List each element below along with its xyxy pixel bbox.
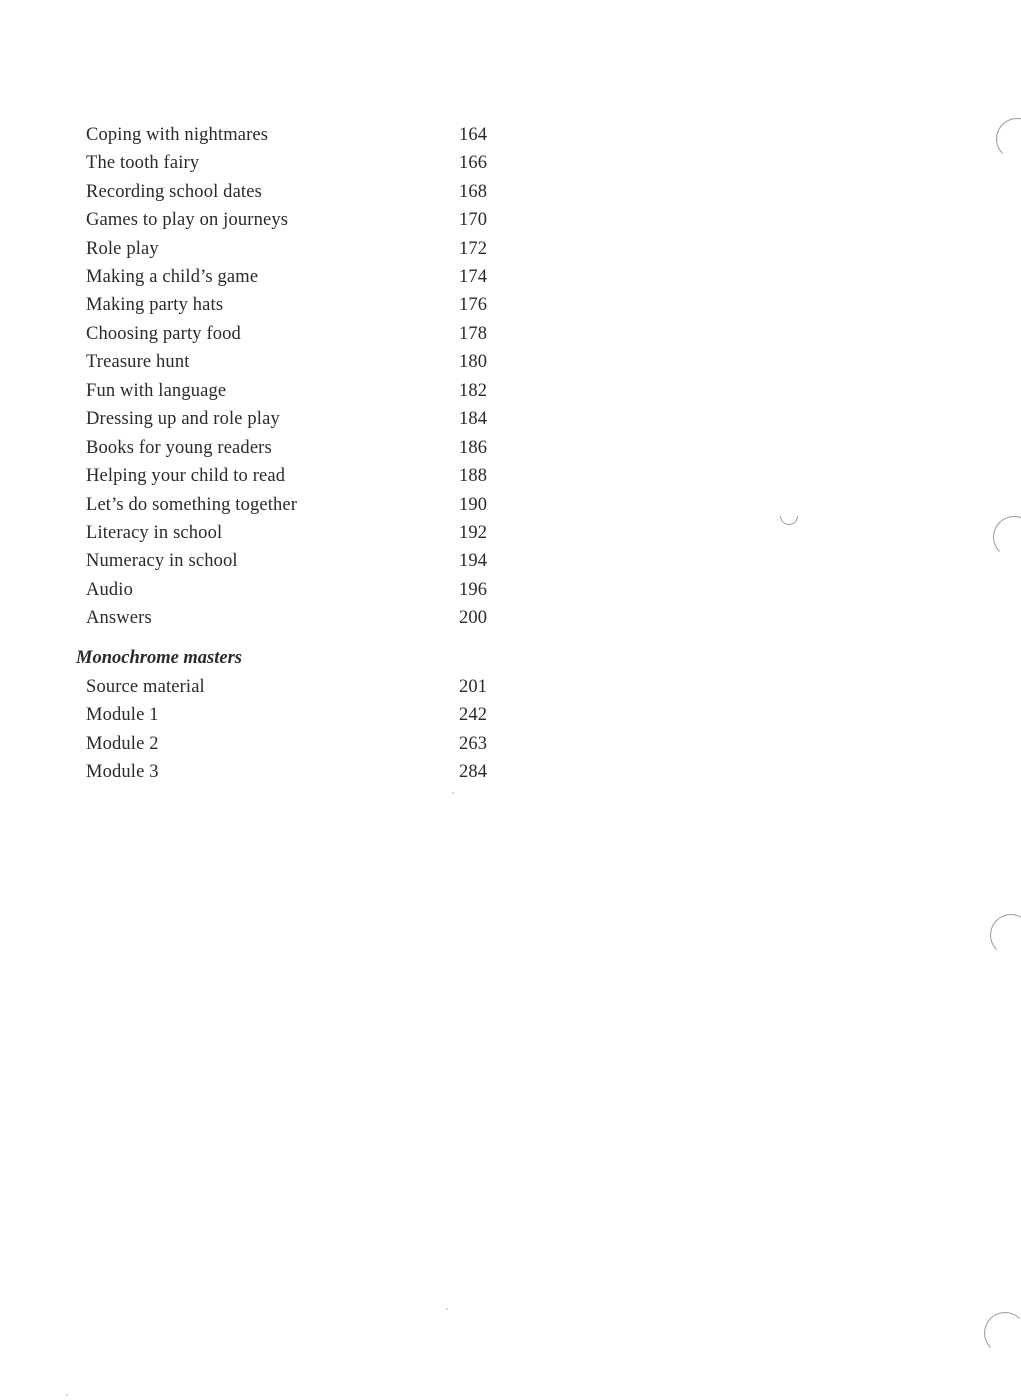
toc-entry-title: Making party hats: [86, 295, 224, 315]
binder-hole-mark: [993, 516, 1021, 558]
scan-artifact-mark: [776, 503, 801, 528]
toc-entry-page: 180: [459, 352, 488, 372]
section-heading: Monochrome masters: [76, 648, 243, 668]
toc-entry-page: 186: [459, 438, 488, 458]
toc-entry: [86, 377, 506, 405]
toc-entry: [86, 604, 506, 632]
toc-entry: [86, 291, 506, 319]
toc-entry-title: Audio: [86, 580, 133, 600]
toc-entry-page: 201: [459, 677, 488, 697]
toc-entry: [86, 519, 506, 547]
toc-entry: [86, 462, 506, 490]
toc-entry-title: Treasure hunt: [86, 352, 190, 372]
toc-entry-page: 166: [459, 153, 488, 173]
toc-entry-title: Choosing party food: [86, 324, 241, 344]
toc-entry-page: 200: [459, 608, 488, 628]
toc-entry-title: Source material: [86, 677, 205, 697]
toc-entry-title: Role play: [86, 239, 159, 259]
toc-entry-page: 178: [459, 324, 488, 344]
toc-entry-title: Let’s do something together: [86, 495, 298, 515]
toc-entry: [86, 576, 506, 604]
toc-entry-page: 170: [459, 210, 488, 230]
toc-entry-page: 168: [459, 182, 488, 202]
toc-entry-title: Making a child’s game: [86, 267, 259, 287]
toc-entry-title: The tooth fairy: [86, 153, 200, 173]
toc-entry-page: 172: [459, 239, 488, 259]
toc-entry: [86, 235, 506, 263]
toc-entry-page: 176: [459, 295, 488, 315]
toc-entry-title: Games to play on journeys: [86, 210, 289, 230]
toc-entry-page: 164: [459, 125, 488, 145]
toc-entry: [86, 121, 506, 149]
binder-hole-mark: [996, 118, 1021, 160]
toc-entry: [86, 178, 506, 206]
toc-entry: [86, 673, 506, 701]
toc-entry: [86, 758, 506, 786]
toc-entry-page: 263: [459, 734, 488, 754]
toc-entry-title: Coping with nightmares: [86, 125, 269, 145]
toc-entry: [86, 491, 506, 519]
toc-entry-title: Recording school dates: [86, 182, 262, 202]
binder-hole-mark: [984, 1312, 1021, 1354]
toc-entry-title: Answers: [86, 608, 152, 628]
toc-entry-page: 190: [459, 495, 488, 515]
toc-entry-title: Numeracy in school: [86, 551, 238, 571]
toc-entry: [86, 149, 506, 177]
toc-entry-page: 182: [459, 381, 488, 401]
scan-speck: [446, 1308, 448, 1310]
toc-entry: [86, 547, 506, 575]
toc-entry: [86, 701, 506, 729]
toc-entry-title: Module 2: [86, 734, 159, 754]
toc-entry-title: Books for young readers: [86, 438, 272, 458]
toc-entry-page: 194: [459, 551, 488, 571]
toc-entry-page: 184: [459, 409, 488, 429]
scan-speck: [452, 792, 454, 794]
toc-entry: [86, 263, 506, 291]
binder-hole-mark: [990, 914, 1021, 956]
toc-entry: [86, 348, 506, 376]
toc-entry-title: Literacy in school: [86, 523, 223, 543]
toc-entry-page: 192: [459, 523, 488, 543]
toc-entry: [86, 405, 506, 433]
toc-entry-title: Module 1: [86, 705, 159, 725]
toc-entry: [86, 730, 506, 758]
toc-entry-page: 174: [459, 267, 488, 287]
toc-entry: [86, 206, 506, 234]
toc-entry-title: Module 3: [86, 762, 159, 782]
toc-entry-title: Fun with language: [86, 381, 227, 401]
toc-entry-page: 196: [459, 580, 488, 600]
toc-entry-page: 242: [459, 705, 488, 725]
toc-entry: [86, 434, 506, 462]
toc-entry-page: 188: [459, 466, 488, 486]
toc-entry-title: Dressing up and role play: [86, 409, 280, 429]
toc-entry-title: Helping your child to read: [86, 466, 286, 486]
toc-entry: [86, 320, 506, 348]
scan-speck: [66, 1394, 68, 1396]
toc-entry-page: 284: [459, 762, 488, 782]
